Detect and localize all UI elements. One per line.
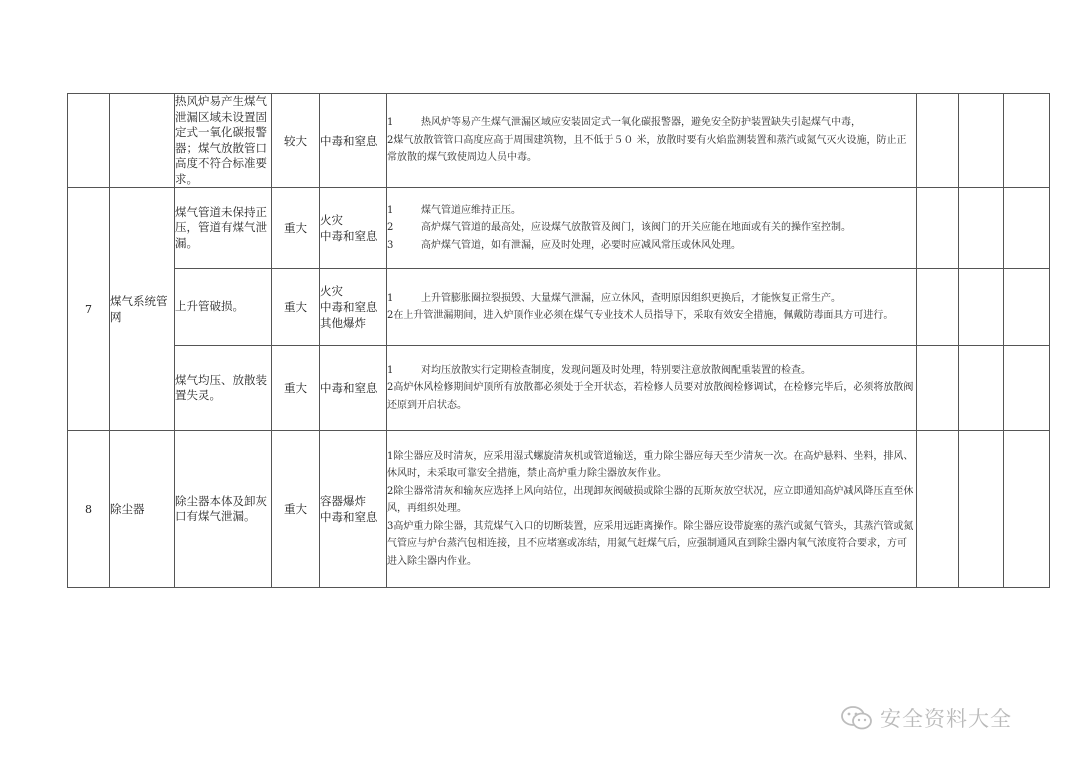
- risk-level-cell: 重大: [272, 269, 320, 346]
- measures-cell: [387, 94, 917, 188]
- accident-type-cell: [320, 188, 387, 269]
- measure-line: 1除尘器应及时清灰，应采用湿式螺旋清灰机或管道输送，重力除尘器应每天至少清灰一次。在高炉悬料、坐料，排风、休风时，未采取可靠安全措施，禁止高炉重力除尘器放灰作业。: [387, 450, 914, 480]
- measure-line: 3 高炉煤气管道，如有泄漏，应及时处理，必要时应减风常压或休风处理。: [387, 239, 741, 251]
- accident-type: 中毒和窒息: [320, 133, 378, 148]
- hazard-cell: 除尘器本体及卸灰口有煤气泄漏。: [175, 431, 272, 588]
- empty-cell: [1004, 188, 1050, 269]
- risk-level-cell: 重大: [272, 346, 320, 431]
- measure-line: 1 热风炉等易产生煤气泄漏区域应安装固定式一氧化碳报警器，避免安全防护装置缺失引起煤气中毒，: [387, 117, 861, 129]
- accident-type-cell: [320, 94, 387, 188]
- risk-table: [67, 93, 1050, 588]
- empty-cell: [959, 346, 1004, 431]
- accident-type: 容器爆炸: [320, 494, 366, 508]
- empty-cell: [917, 269, 959, 346]
- empty-cell: [917, 346, 959, 431]
- measure-line: 3高炉重力除尘器，其荒煤气入口的切断装置，应采用远距离操作。除尘器应设带旋塞的蒸汽或氮气管头，其蒸汽管或氮气管应与炉台蒸汽包相连接，且不应堵塞或冻结，用氮气赶煤气后，应强制通风直到除尘器内氧气浓度符合要求，方可进入除尘器内作业。: [387, 520, 914, 567]
- accident-type: 其他爆炸: [320, 316, 366, 330]
- measure-line: 2高炉休风检修期间炉顶所有放散都必须处于全开状态，若检修人员要对放散阀检修调试，在检修完毕后，必须将放散阀还原到开启状态。: [387, 382, 914, 411]
- empty-cell: [959, 431, 1004, 588]
- measure-line: 2 高炉煤气管道的最高处，应设煤气放散管及阀门，该阀门的开关应能在地面或有关的操作室控制。: [387, 222, 851, 234]
- watermark-text: 安全资料大全: [880, 707, 1012, 731]
- empty-cell: [1004, 269, 1050, 346]
- watermark: [840, 702, 1060, 734]
- accident-type-cell: [320, 269, 387, 346]
- empty-cell: [1004, 94, 1050, 188]
- accident-type: 火灾: [320, 284, 343, 298]
- measure-line: 2在上升管泄漏期间，进入炉顶作业必须在煤气专业技术人员指导下，采取有效安全措施，佩戴防毒面具方可进行。: [387, 310, 894, 321]
- measure-line: 2煤气放散管管口高度应高于周围建筑物，且不低于５０ 米，放散时要有火焰监测装置和蒸汽或氮气灭火设施，防止正常放散的煤气致使周边人员中毒。: [387, 134, 907, 164]
- measure-line: 2除尘器常清灰和输灰应选择上风向站位，出现卸灰阀破损或除尘器的瓦斯灰放空状况，应立即通知高炉减风降压直至休风，再组织处理。: [387, 485, 914, 515]
- risk-level-cell: 重大: [272, 431, 320, 588]
- category-cell: 除尘器: [110, 431, 175, 588]
- table-row: [68, 269, 1050, 346]
- hazard-cell: 上升管破损。: [175, 269, 272, 346]
- table-row: [68, 346, 1050, 431]
- measures-cell: [387, 188, 917, 269]
- measures-cell: [387, 346, 917, 431]
- accident-type: 中毒和窒息: [320, 510, 378, 524]
- accident-type: 火灾: [320, 213, 343, 227]
- measures-cell: [387, 269, 917, 346]
- seq-cell: 7: [68, 188, 110, 431]
- measures-cell: [387, 431, 917, 588]
- hazard-cell: 煤气均压、放散装置失灵。: [175, 346, 272, 431]
- seq-cell: [68, 94, 110, 188]
- wechat-icon: [840, 705, 874, 731]
- category-cell: 煤气系统管网: [110, 188, 175, 431]
- table-row: [68, 94, 1050, 188]
- measure-line: 1 上升管膨胀圈拉裂损毁、大量煤气泄漏，应立休风，查明原因组织更换后，才能恢复正常生产。: [387, 292, 841, 304]
- empty-cell: [959, 94, 1004, 188]
- accident-type: 中毒和窒息: [320, 381, 378, 395]
- risk-level-cell: 较大: [272, 94, 320, 188]
- seq-cell: 8: [68, 431, 110, 588]
- risk-level-cell: 重大: [272, 188, 320, 269]
- empty-cell: [917, 188, 959, 269]
- accident-type-cell: [320, 346, 387, 431]
- empty-cell: [959, 188, 1004, 269]
- hazard-cell: 煤气管道未保持正压，管道有煤气泄漏。: [175, 188, 272, 269]
- empty-cell: [959, 269, 1004, 346]
- table-row: [68, 188, 1050, 269]
- measure-line: 1 煤气管道应维持正压。: [387, 204, 521, 216]
- empty-cell: [917, 431, 959, 588]
- empty-cell: [917, 94, 959, 188]
- hazard-cell: 热风炉易产生煤气泄漏区域未设置固定式一氧化碳报警器；煤气放散管口高度不符合标准要求。: [175, 94, 272, 188]
- accident-type-cell: [320, 431, 387, 588]
- accident-type: 中毒和窒息: [320, 300, 378, 314]
- category-cell: [110, 94, 175, 188]
- table-row: [68, 431, 1050, 588]
- measure-line: 1 对均压放散实行定期检查制度，发现问题及时处理，特别要注意放散阀配重装置的检查。: [387, 364, 811, 376]
- empty-cell: [1004, 346, 1050, 431]
- empty-cell: [1004, 431, 1050, 588]
- accident-type: 中毒和窒息: [320, 229, 378, 243]
